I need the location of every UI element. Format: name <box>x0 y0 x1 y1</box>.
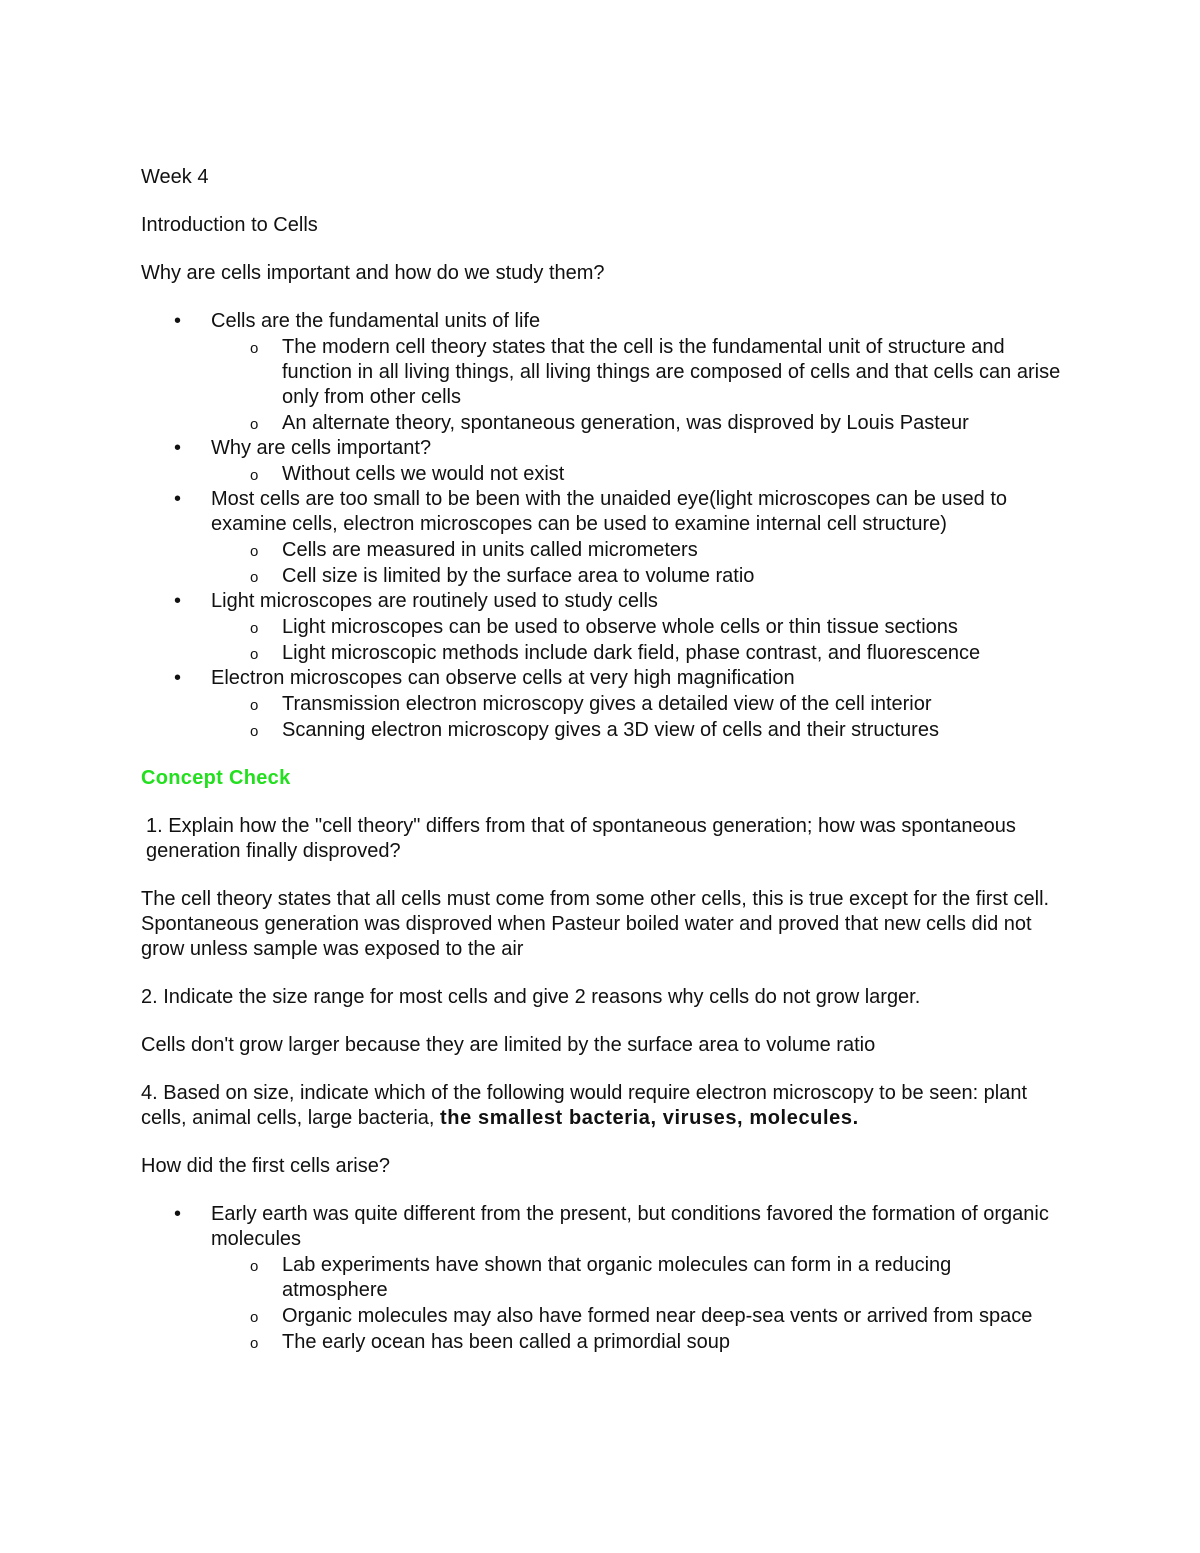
sub-bullet-icon: o <box>250 467 259 484</box>
sub-list-item <box>141 1330 1061 1355</box>
week-heading: Week 4 <box>141 166 209 188</box>
sub-bullet-icon: o <box>250 569 259 586</box>
sub-bullet-icon: o <box>250 697 259 714</box>
list-item-text: Why are cells important? <box>211 437 432 459</box>
sub-bullet-icon: o <box>250 340 259 357</box>
sub-bullet-icon: o <box>250 416 259 433</box>
sub-list-item <box>141 1253 1061 1303</box>
concept-question-4-text: 4. Based on size, indicate which of the following would require electron microscopy to be seen: plant cells, animal cells, large bacteria, <box>141 1082 1028 1129</box>
sub-list-item-text: An alternate theory, spontaneous generation, was disproved by Louis Pasteur <box>282 412 969 434</box>
sub-bullet-icon: o <box>250 1258 259 1275</box>
sub-list-item <box>141 564 1061 589</box>
sub-list-item <box>141 718 1061 743</box>
topic-heading: Introduction to Cells <box>141 214 318 236</box>
concept-answer-1: The cell theory states that all cells must come from some other cells, this is true except for the first cell. Spontaneous generation was disproved when Pasteur boiled water and proved that new cells did not grow unless sample was exposed to the air <box>141 888 1050 960</box>
sub-bullet-icon: o <box>250 543 259 560</box>
sub-bullet-icon: o <box>250 620 259 637</box>
sub-list-item <box>141 411 1061 436</box>
list-item-text: Cells are the fundamental units of life <box>211 310 541 332</box>
sub-list <box>211 335 1061 436</box>
sub-list <box>211 1253 1061 1355</box>
sub-list <box>211 692 1061 743</box>
sub-bullet-icon: o <box>250 723 259 740</box>
list-item <box>141 666 1061 743</box>
concept-question-4-answer: the smallest bacteria, viruses, molecules. <box>440 1107 859 1129</box>
bullet-dot-icon: • <box>174 590 182 612</box>
sub-bullet-icon: o <box>250 1335 259 1352</box>
list-item-text: Light microscopes are routinely used to study cells <box>211 590 658 612</box>
list-item-text: Most cells are too small to be been with the unaided eye(light microscopes can be used to examine cells, electron microscopes can be used to examine internal cell structure) <box>211 488 1007 535</box>
bullet-dot-icon: • <box>174 667 182 689</box>
bullet-list-1 <box>141 309 1061 743</box>
bullet-list-2 <box>141 1202 1061 1355</box>
bullet-dot-icon: • <box>174 488 182 510</box>
sub-list <box>211 538 1061 589</box>
sub-list-item-text: The modern cell theory states that the cell is the fundamental unit of structure and function in all living things, all living things are composed of cells and that cells can arise only from other cells <box>282 336 1061 408</box>
sub-list-item-text: Scanning electron microscopy gives a 3D view of cells and their structures <box>282 719 939 741</box>
list-item <box>141 589 1061 666</box>
list-item-text: Electron microscopes can observe cells at very high magnification <box>211 667 795 689</box>
sub-list-item <box>141 615 1061 640</box>
sub-list-item <box>141 538 1061 563</box>
document-page <box>141 165 1061 1378</box>
sub-list-item <box>141 692 1061 717</box>
sub-list-item-text: Light microscopes can be used to observe whole cells or thin tissue sections <box>282 616 958 638</box>
section-question-1: Why are cells important and how do we study them? <box>141 262 605 284</box>
bullet-dot-icon: • <box>174 437 182 459</box>
bullet-dot-icon: • <box>174 310 182 332</box>
sub-list-item-text: Without cells we would not exist <box>282 463 565 485</box>
sub-list <box>211 462 1061 487</box>
concept-question-1: 1. Explain how the "cell theory" differs from that of spontaneous generation; how was spontaneous generation finally disproved? <box>146 815 1016 862</box>
sub-list-item <box>141 641 1061 666</box>
sub-bullet-icon: o <box>250 1309 259 1326</box>
concept-answer-2: Cells don't grow larger because they are limited by the surface area to volume ratio <box>141 1034 876 1056</box>
section-question-2: How did the first cells arise? <box>141 1155 390 1177</box>
list-item <box>141 436 1061 487</box>
sub-list-item-text: Lab experiments have shown that organic molecules can form in a reducing atmosphere <box>282 1254 952 1301</box>
list-item-text: Early earth was quite different from the present, but conditions favored the formation of organic molecules <box>211 1203 1049 1250</box>
list-item <box>141 487 1061 589</box>
sub-list-item-text: Light microscopic methods include dark field, phase contrast, and fluorescence <box>282 642 981 664</box>
sub-list-item <box>141 1304 1061 1329</box>
sub-list-item-text: Cell size is limited by the surface area to volume ratio <box>282 565 755 587</box>
sub-list-item-text: Transmission electron microscopy gives a detailed view of the cell interior <box>282 693 932 715</box>
concept-question-4 <box>141 1081 1061 1131</box>
sub-list-item-text: Cells are measured in units called micrometers <box>282 539 698 561</box>
list-item <box>141 309 1061 436</box>
bullet-dot-icon: • <box>174 1203 182 1225</box>
sub-list-item <box>141 335 1061 410</box>
concept-check-heading: Concept Check <box>141 767 291 789</box>
sub-list-item-text: Organic molecules may also have formed near deep-sea vents or arrived from space <box>282 1305 1033 1327</box>
sub-list <box>211 615 1061 666</box>
concept-question-2: 2. Indicate the size range for most cells and give 2 reasons why cells do not grow larger. <box>141 986 921 1008</box>
list-item <box>141 1202 1061 1355</box>
sub-bullet-icon: o <box>250 646 259 663</box>
sub-list-item <box>141 462 1061 487</box>
sub-list-item-text: The early ocean has been called a primordial soup <box>282 1331 731 1353</box>
